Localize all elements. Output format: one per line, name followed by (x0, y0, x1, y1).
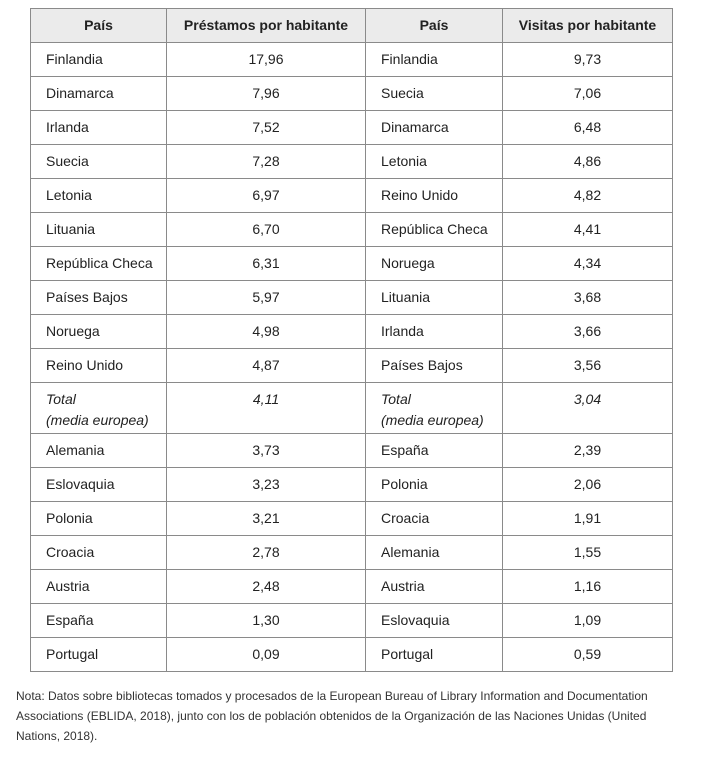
country-cell: España (31, 604, 167, 638)
table-row (31, 315, 673, 349)
country-cell: Austria (366, 570, 503, 604)
country-cell: Alemania (366, 536, 503, 570)
loans-value-cell: 3,21 (167, 502, 366, 536)
country-cell: Noruega (31, 315, 167, 349)
header-country-loans: País (31, 9, 167, 43)
total-sublabel: (media europea) (46, 412, 149, 428)
loans-value-cell: 6,31 (167, 247, 366, 281)
country-cell: Finlandia (366, 43, 503, 77)
table-row (31, 111, 673, 145)
visits-value-cell: 4,86 (503, 145, 673, 179)
loans-value-cell: 5,97 (167, 281, 366, 315)
country-cell: Polonia (31, 502, 167, 536)
visits-value-cell: 1,55 (503, 536, 673, 570)
header-visits-per-capita: Visitas por habitante (503, 9, 673, 43)
country-cell: Dinamarca (31, 77, 167, 111)
country-cell: Países Bajos (366, 349, 503, 383)
loans-value-cell: 1,30 (167, 604, 366, 638)
visits-value-cell: 4,82 (503, 179, 673, 213)
loans-value-cell: 4,98 (167, 315, 366, 349)
visits-value-cell: 4,34 (503, 247, 673, 281)
table-row (31, 536, 673, 570)
total-label: Total (46, 391, 76, 407)
table-row (31, 434, 673, 468)
country-cell: España (366, 434, 503, 468)
header-row (31, 9, 673, 43)
visits-value-cell: 4,41 (503, 213, 673, 247)
country-cell: Suecia (31, 145, 167, 179)
visits-value-cell: 2,06 (503, 468, 673, 502)
country-cell: Reino Unido (366, 179, 503, 213)
visits-value-cell: 1,09 (503, 604, 673, 638)
loans-value-cell: 7,96 (167, 77, 366, 111)
country-cell: Austria (31, 570, 167, 604)
header-loans-per-capita: Préstamos por habitante (167, 9, 366, 43)
table-row (31, 77, 673, 111)
visits-value-cell: 3,66 (503, 315, 673, 349)
country-cell: Irlanda (366, 315, 503, 349)
visits-value-cell: 1,91 (503, 502, 673, 536)
visits-value-cell: 9,73 (503, 43, 673, 77)
table-row (31, 179, 673, 213)
country-cell: Finlandia (31, 43, 167, 77)
country-cell: Irlanda (31, 111, 167, 145)
country-cell: Reino Unido (31, 349, 167, 383)
table-row (31, 502, 673, 536)
loans-value-cell: 4,87 (167, 349, 366, 383)
country-cell: Alemania (31, 434, 167, 468)
country-cell: Dinamarca (366, 111, 503, 145)
loans-value-cell: 6,70 (167, 213, 366, 247)
country-cell: Letonia (31, 179, 167, 213)
table-row (31, 638, 673, 672)
total-sublabel: (media europea) (381, 412, 484, 428)
country-cell: Letonia (366, 145, 503, 179)
visits-value-cell: 3,56 (503, 349, 673, 383)
loans-value-cell: 3,73 (167, 434, 366, 468)
total-loans-value: 4,11 (167, 383, 366, 434)
country-cell: República Checa (31, 247, 167, 281)
table-header (31, 9, 673, 43)
country-cell: Lituania (366, 281, 503, 315)
country-cell: Polonia (366, 468, 503, 502)
table-row (31, 247, 673, 281)
loans-value-cell: 3,23 (167, 468, 366, 502)
table-body (31, 43, 673, 672)
table-note: Nota: Datos sobre bibliotecas tomados y procesados de la European Bureau of Library Information and Documentation Associations (EBLIDA, 2018), junto con los de población obtenidos de la Organización de las Naciones Unidas (United Nations, 2018). (16, 689, 648, 743)
total-visits-value: 3,04 (503, 383, 673, 434)
total-label-cell (366, 383, 503, 434)
loans-value-cell: 6,97 (167, 179, 366, 213)
visits-value-cell: 0,59 (503, 638, 673, 672)
visits-value-cell: 6,48 (503, 111, 673, 145)
country-cell: Noruega (366, 247, 503, 281)
country-cell: Suecia (366, 77, 503, 111)
table-row (31, 349, 673, 383)
total-label-cell (31, 383, 167, 434)
loans-value-cell: 2,78 (167, 536, 366, 570)
visits-value-cell: 3,68 (503, 281, 673, 315)
table-row (31, 213, 673, 247)
visits-value-cell: 7,06 (503, 77, 673, 111)
country-cell: Croacia (31, 536, 167, 570)
visits-value-cell: 1,16 (503, 570, 673, 604)
header-country-visits: País (366, 9, 503, 43)
total-row (31, 383, 673, 434)
visits-value-cell: 2,39 (503, 434, 673, 468)
total-label: Total (381, 391, 411, 407)
table-row (31, 570, 673, 604)
library-stats-table (30, 8, 673, 672)
country-cell: Lituania (31, 213, 167, 247)
loans-value-cell: 2,48 (167, 570, 366, 604)
country-cell: Croacia (366, 502, 503, 536)
country-cell: República Checa (366, 213, 503, 247)
country-cell: Países Bajos (31, 281, 167, 315)
country-cell: Eslovaquia (366, 604, 503, 638)
table-row (31, 145, 673, 179)
table-row (31, 468, 673, 502)
loans-value-cell: 7,52 (167, 111, 366, 145)
loans-value-cell: 17,96 (167, 43, 366, 77)
table-row (31, 604, 673, 638)
table-row (31, 43, 673, 77)
loans-value-cell: 0,09 (167, 638, 366, 672)
country-cell: Eslovaquia (31, 468, 167, 502)
country-cell: Portugal (366, 638, 503, 672)
loans-value-cell: 7,28 (167, 145, 366, 179)
country-cell: Portugal (31, 638, 167, 672)
table-row (31, 281, 673, 315)
